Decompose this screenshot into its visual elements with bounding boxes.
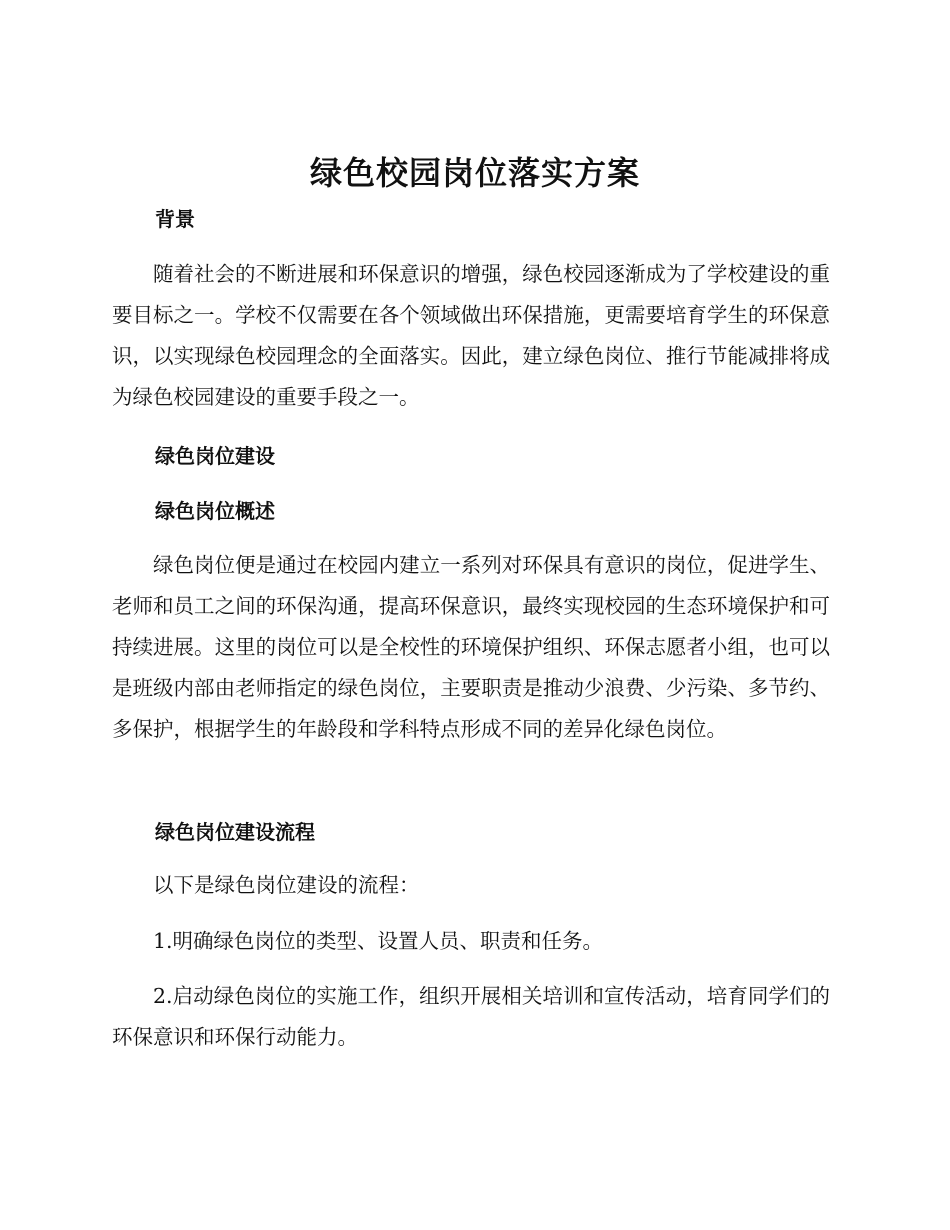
list-item-step-2: 2.启动绿色岗位的实施工作，组织开展相关培训和宣传活动，培育同学们的环保意识和环保行动能力。 <box>112 984 830 1049</box>
heading-green-post-construction: 绿色岗位建设 <box>155 444 275 468</box>
list-item-step-1: 1.明确绿色岗位的类型、设置人员、职责和任务。 <box>153 929 604 953</box>
heading-background: 背景 <box>155 207 195 231</box>
heading-green-post-overview: 绿色岗位概述 <box>155 499 275 523</box>
heading-construction-process: 绿色岗位建设流程 <box>155 820 315 844</box>
paragraph-background: 随着社会的不断进展和环保意识的增强，绿色校园逐渐成为了学校建设的重要目标之一。学校不仅需要在各个领域做出环保措施，更需要培育学生的环保意识，以实现绿色校园理念的全面落实。因此，建立绿色岗位、推行节能减排将成为绿色校园建设的重要手段之一。 <box>112 262 830 409</box>
paragraph-process-intro: 以下是绿色岗位建设的流程： <box>153 873 420 897</box>
paragraph-green-post-overview: 绿色岗位便是通过在校园内建立一系列对环保具有意识的岗位，促进学生、老师和员工之间的环保沟通，提高环保意识，最终实现校园的生态环境保护和可持续进展。这里的岗位可以是全校性的环境保护组织、环保志愿者小组，也可以是班级内部由老师指定的绿色岗位，主要职责是推动少浪费、少污染、多节约、多保护，根据学生的年龄段和学科特点形成不同的差异化绿色岗位。 <box>112 553 830 741</box>
document-title: 绿色校园岗位落实方案 <box>309 154 640 192</box>
